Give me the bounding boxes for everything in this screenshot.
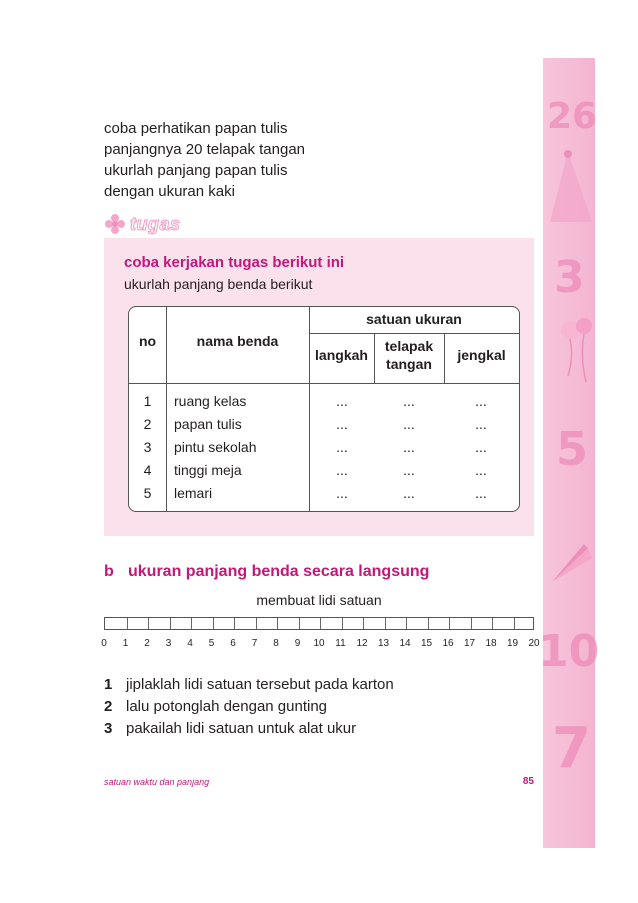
row-no: 5 xyxy=(143,485,152,501)
page-number: 85 xyxy=(522,776,534,787)
col-no-header: no xyxy=(138,333,157,349)
list-item xyxy=(104,696,394,718)
list-item xyxy=(104,718,394,740)
row-value: ... xyxy=(336,439,348,455)
ruler-tick xyxy=(234,618,235,629)
ruler-tick-label: 4 xyxy=(187,638,193,649)
row-name: ruang kelas xyxy=(174,393,247,409)
side-number-7: 7 xyxy=(552,716,591,781)
row-value: ... xyxy=(336,485,348,501)
ruler-tick-label: 10 xyxy=(313,638,325,649)
row-value: ... xyxy=(475,439,487,455)
row-no: 4 xyxy=(143,462,152,478)
ruler-tick xyxy=(363,618,364,629)
row-no: 2 xyxy=(143,416,152,432)
row-no: 3 xyxy=(143,439,152,455)
row-value: ... xyxy=(403,485,415,501)
step-text: pakailah lidi satuan untuk alat ukur xyxy=(126,720,357,737)
row-value: ... xyxy=(403,439,415,455)
step-number: 1 xyxy=(104,676,113,693)
ruler-tick xyxy=(492,618,493,629)
ruler-tick xyxy=(320,618,321,629)
section-letter: b xyxy=(104,563,114,580)
ruler-tick-label: 16 xyxy=(442,638,454,649)
intro-line: panjangnya 20 telapak tangan xyxy=(104,141,306,158)
row-name: papan tulis xyxy=(174,416,242,432)
party-horn-icon xyxy=(548,540,594,586)
ruler-tick xyxy=(299,618,300,629)
row-name: tinggi meja xyxy=(174,462,242,478)
ruler-tick xyxy=(213,618,214,629)
row-value: ... xyxy=(475,393,487,409)
row-value: ... xyxy=(403,462,415,478)
ruler-tick xyxy=(256,618,257,629)
flower-icon xyxy=(104,213,126,235)
ruler-tick-label: 14 xyxy=(399,638,411,649)
list-item xyxy=(104,674,394,696)
ruler-tick-label: 13 xyxy=(377,638,390,649)
side-number-3: 3 xyxy=(554,252,585,303)
sub-header-langkah: langkah xyxy=(315,347,368,363)
side-number-26: 26 xyxy=(547,96,598,137)
row-value: ... xyxy=(336,462,348,478)
footer-chapter: satuan waktu dan panjang xyxy=(104,777,210,787)
step-text: lalu potonglah dengan gunting xyxy=(126,698,328,715)
task-instruction: ukurlah panjang benda berikut xyxy=(124,276,313,292)
ruler-tick-label: 20 xyxy=(528,638,540,649)
ruler-tick-label: 3 xyxy=(165,638,172,649)
ruler-tick-label: 15 xyxy=(420,638,433,649)
intro-line: coba perhatikan papan tulis xyxy=(104,120,288,137)
ruler-tick xyxy=(342,618,343,629)
row-value: ... xyxy=(475,416,487,432)
row-value: ... xyxy=(475,462,487,478)
intro-line: ukurlah panjang papan tulis xyxy=(104,162,288,179)
intro-text xyxy=(104,118,305,202)
party-hat-icon xyxy=(548,150,594,230)
ruler-tick-label: 5 xyxy=(208,638,215,649)
ruler-tick xyxy=(385,618,386,629)
tugas-label: tugas xyxy=(130,213,181,234)
ruler-tick-label: 11 xyxy=(335,638,346,649)
ruler-tick xyxy=(449,618,450,629)
ruler-tick-label: 9 xyxy=(294,638,301,649)
row-value: ... xyxy=(336,393,348,409)
ruler-tick xyxy=(148,618,149,629)
row-name: lemari xyxy=(174,485,213,501)
task-heading: coba kerjakan tugas berikut ini xyxy=(124,254,345,271)
row-value: ... xyxy=(475,485,487,501)
tugas-header xyxy=(104,213,181,235)
ruler-tick xyxy=(514,618,515,629)
sub-header-telapak: telapak tangan xyxy=(384,338,434,372)
steps-list xyxy=(104,674,394,740)
ruler-tick xyxy=(170,618,171,629)
ruler-tick-label: 6 xyxy=(230,638,236,649)
row-no: 1 xyxy=(143,393,152,409)
ruler-tick-label: 0 xyxy=(101,638,107,649)
side-number-10: 10 xyxy=(538,626,600,677)
col-name-header: nama benda xyxy=(196,333,279,349)
ruler-tick xyxy=(406,618,407,629)
ruler-tick xyxy=(428,618,429,629)
ruler-tick-label: 19 xyxy=(506,638,519,649)
balloons-icon xyxy=(558,316,598,388)
ruler-tick-label: 2 xyxy=(144,638,150,649)
row-value: ... xyxy=(403,416,415,432)
ruler-tick-label: 8 xyxy=(273,638,279,649)
ruler-tick xyxy=(471,618,472,629)
ruler-tick-label: 1 xyxy=(122,638,129,649)
step-text: jiplaklah lidi satuan tersebut pada karton xyxy=(126,676,394,693)
ruler-tick xyxy=(191,618,192,629)
row-name: pintu sekolah xyxy=(174,439,257,455)
ruler-tick xyxy=(127,618,128,629)
row-value: ... xyxy=(336,416,348,432)
task-box xyxy=(104,238,534,536)
side-number-5: 5 xyxy=(556,422,589,476)
ruler-tick-label: 12 xyxy=(356,638,368,649)
ruler-tick-label: 7 xyxy=(251,638,258,649)
step-number: 3 xyxy=(104,720,113,737)
ruler-tick-label: 18 xyxy=(485,638,497,649)
intro-line: dengan ukuran kaki xyxy=(104,183,235,200)
ruler-caption: membuat lidi satuan xyxy=(256,592,382,608)
ruler-tick xyxy=(277,618,278,629)
group-header: satuan ukuran xyxy=(366,311,462,327)
measurement-table xyxy=(128,306,520,512)
ruler-tick-label: 17 xyxy=(463,638,476,649)
section-title: ukuran panjang benda secara langsung xyxy=(128,563,430,580)
row-value: ... xyxy=(403,393,415,409)
sub-header-jengkal: jengkal xyxy=(457,347,506,363)
section-b-heading xyxy=(104,563,429,581)
step-number: 2 xyxy=(104,698,113,715)
ruler-bar xyxy=(104,617,534,630)
